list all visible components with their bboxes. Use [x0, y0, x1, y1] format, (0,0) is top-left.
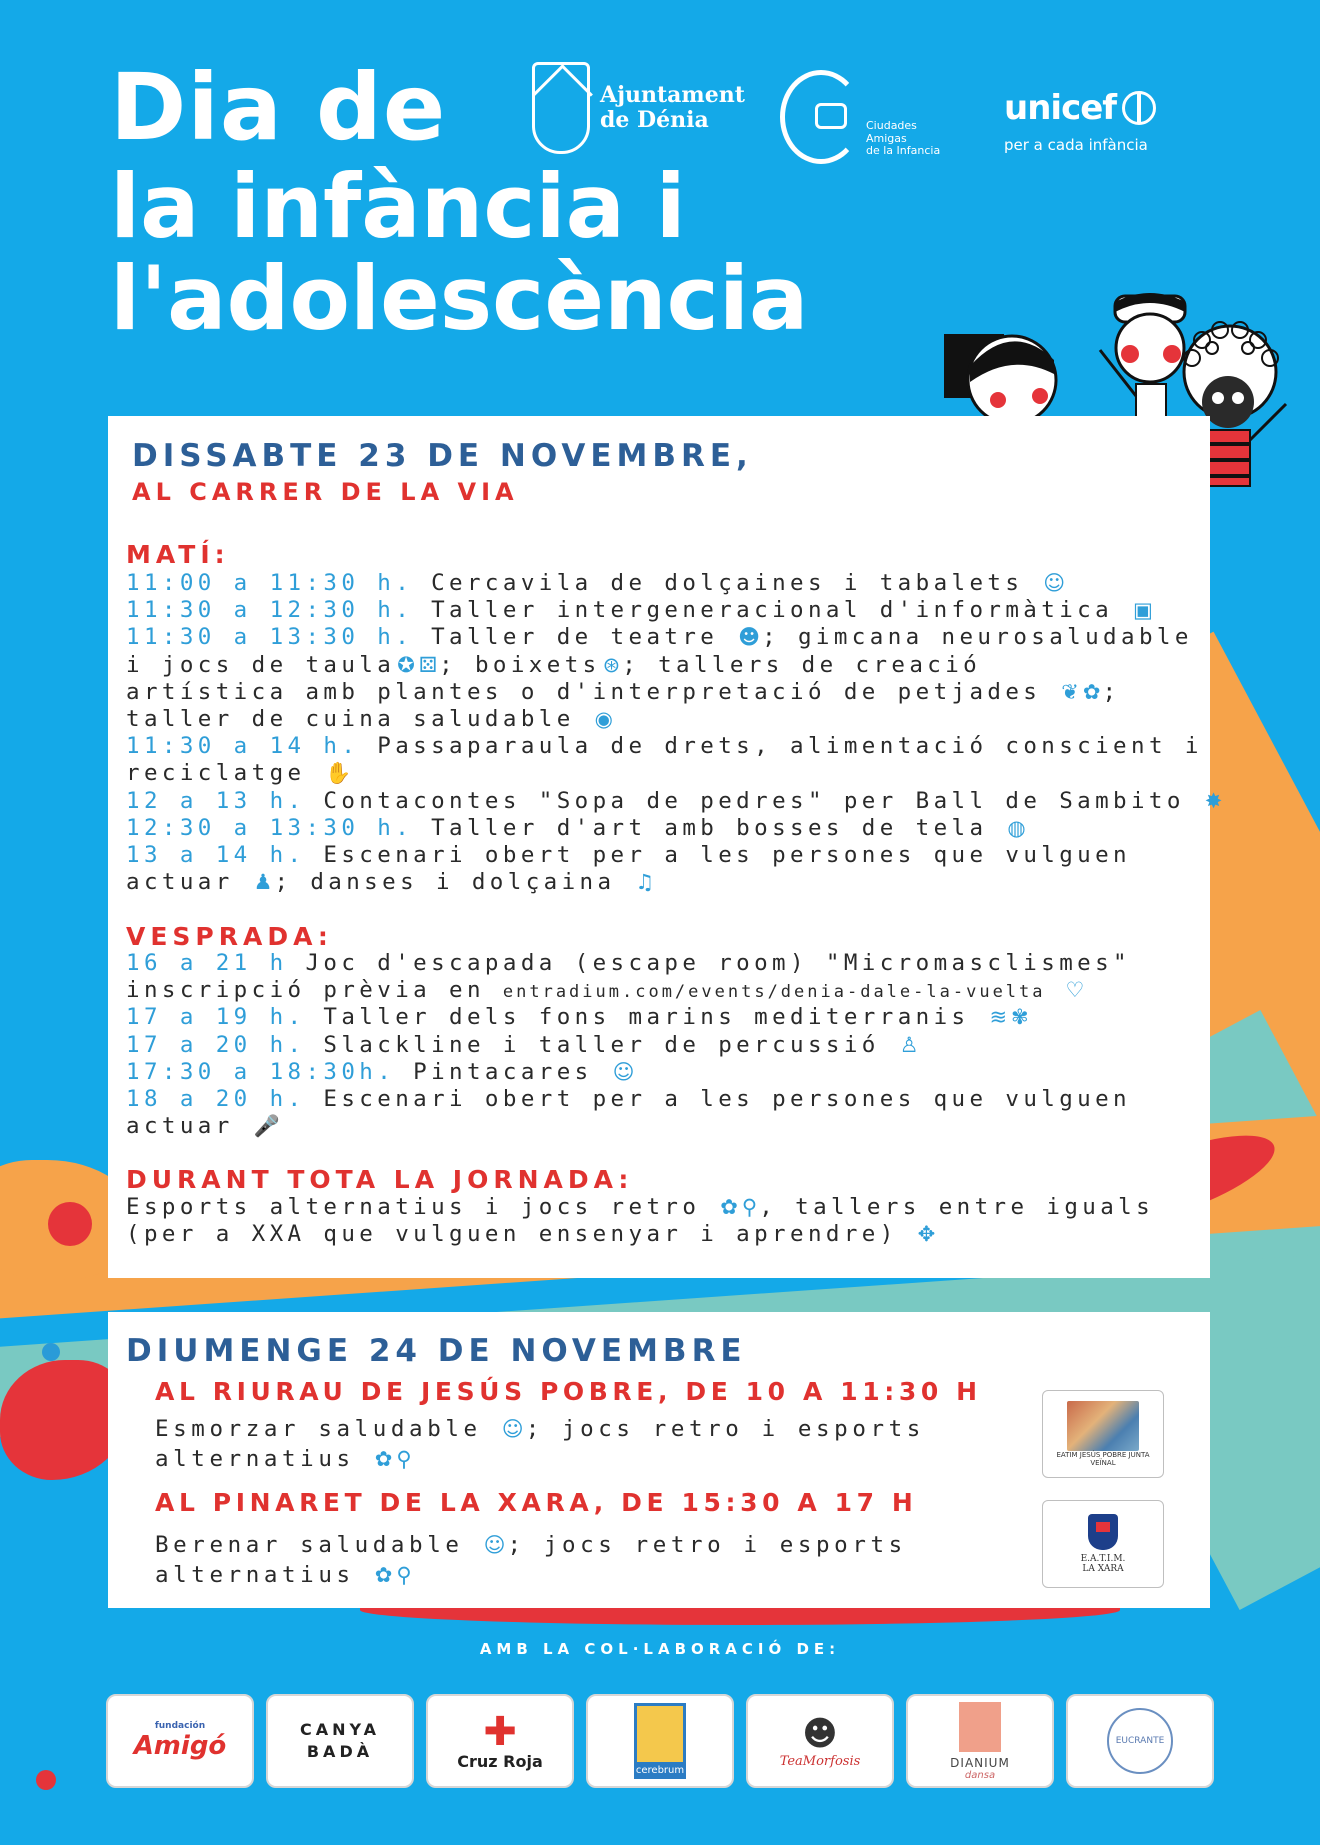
ciudades-c-icon	[780, 70, 862, 164]
bee-icon: ✿	[374, 1563, 393, 1587]
coat-of-arms-icon	[532, 62, 590, 154]
computer-icon: ▣	[1133, 598, 1153, 623]
eatim-jesus-pobre-logo	[1042, 1390, 1164, 1478]
schedule-line	[126, 652, 1206, 679]
fundacion-amigo-logo	[106, 1694, 254, 1788]
schedule-line	[126, 815, 1206, 842]
activity-text: alternatius	[155, 1562, 373, 1588]
ciudades-text-3: de la Infancia	[866, 144, 941, 158]
activity-text: Taller d'art amb bosses de tela	[413, 814, 1006, 841]
activity-text: Slackline i taller de percussió	[305, 1031, 898, 1058]
smiley-icon: ☺	[501, 1417, 524, 1441]
collaborator-logos	[106, 1694, 1214, 1788]
smiley-icon: ☺	[483, 1533, 506, 1557]
time-slot: 13 a 14 h.	[126, 841, 306, 868]
time-slot: 17 a 20 h.	[126, 1031, 306, 1058]
logo-text: TeaMorfosis	[779, 1753, 861, 1769]
time-slot: 11:00 a 11:30 h.	[126, 570, 414, 596]
logo-text: fundación	[154, 1721, 206, 1731]
sponsor-text: E.A.T.I.M.	[1080, 1554, 1126, 1564]
hand-icon: ✋	[325, 761, 352, 786]
activity-text: artística amb plantes o d'interpretació de petjades	[126, 678, 1042, 705]
schedule-line	[126, 570, 1206, 597]
teamorfosis-logo	[746, 1694, 894, 1788]
time-slot: 11:30 a 13:30 h.	[126, 624, 414, 651]
handshake-icon: ✥	[917, 1222, 936, 1247]
mati-heading: MATÍ:	[126, 540, 230, 569]
schedule-line	[126, 869, 1206, 896]
unicef-name: unicef	[1004, 88, 1117, 128]
activity-text: Escenari obert per a les persones que vulguen	[305, 841, 1131, 868]
activity-text: Joc d'escapada (escape room) "Micromasclismes"	[287, 950, 1131, 976]
logo-text: EUCRANTE	[1115, 1736, 1165, 1746]
ciudades-text-1: Ciudades	[866, 119, 917, 133]
schedule-line	[126, 733, 1206, 760]
music-score-icon: ♫	[635, 870, 655, 895]
time-slot: 12 a 13 h.	[126, 787, 306, 814]
activity-text: Taller de teatre	[413, 624, 737, 651]
schedule-line	[126, 787, 1223, 815]
activity-text: inscripció prèvia en	[126, 977, 503, 1004]
logo-text: DIANIUM	[950, 1755, 1010, 1770]
title-line-1: Dia de	[110, 54, 447, 161]
blue-dot-decoration	[42, 1343, 60, 1361]
splash-icon: ✸	[1204, 788, 1223, 813]
time-slot: 18 a 20 h.	[126, 1085, 306, 1112]
ajuntament-text-2: de Dénia	[600, 107, 709, 133]
jornada-schedule	[126, 1194, 1206, 1248]
activity-text: ;	[1102, 678, 1121, 705]
cerebrum-head-icon	[634, 1703, 686, 1779]
title-line-2: la infància i l'adolescència	[110, 154, 809, 350]
schedule-line	[155, 1530, 907, 1560]
wave-icon: ≋	[989, 1005, 1008, 1030]
activity-text: Contacontes "Sopa de pedres" per Ball de Sambito	[305, 787, 1203, 814]
registration-link[interactable]: entradium.com/events/denia-dale-la-vuelta	[502, 982, 1046, 1003]
schedule-line	[126, 706, 1206, 733]
activity-text: Escenari obert per a les persones que vulguen	[305, 1085, 1131, 1112]
activity-text: Cercavila de dolçaines i tabalets	[413, 570, 1042, 596]
activity-text: ; boixets	[439, 651, 601, 678]
activity-text: Passaparaula de drets, alimentació conscient i	[359, 733, 1203, 760]
cerebrum-logo	[586, 1694, 734, 1788]
activity-text: actuar	[126, 869, 252, 896]
ciudades-amigas-logo	[780, 70, 940, 164]
schedule-line	[126, 1221, 1206, 1248]
unicef-globe-icon	[1122, 91, 1156, 125]
activity-text: ; danses i dolçaina	[274, 869, 616, 896]
ciudades-text-2: Amigas	[866, 131, 907, 145]
slackline-walker-icon: ♙	[899, 1032, 919, 1057]
microphone-icon: 🎤	[253, 1114, 280, 1139]
dancer-icon	[959, 1702, 1001, 1752]
schedule-line	[126, 597, 1206, 624]
time-slot: 12:30 a 13:30 h.	[126, 814, 414, 841]
schedule-line	[126, 1194, 1206, 1221]
activity-text: Berenar saludable	[155, 1532, 482, 1558]
plant-icon: ❦	[1061, 679, 1079, 704]
schedule-line	[126, 1004, 1206, 1031]
small-red-dot-decoration	[36, 1770, 56, 1790]
performer-icon: ♟	[253, 870, 273, 895]
time-slot: 11:30 a 12:30 h.	[126, 597, 414, 624]
vesprada-schedule	[126, 950, 1206, 1140]
salad-bowl-icon: ◉	[594, 706, 613, 731]
sunday-activities-2	[155, 1530, 907, 1590]
time-slot: 17:30 a 18:30h.	[126, 1058, 396, 1085]
dice-icon: ⚄	[418, 652, 438, 677]
canya-bada-logo	[266, 1694, 414, 1788]
mask-icon: ☺	[1043, 571, 1066, 595]
red-dot-decoration	[48, 1202, 92, 1246]
saturday-date-heading: DISSABTE 23 DE NOVEMBRE,	[132, 438, 753, 474]
logo-text: CANYA	[300, 1719, 380, 1739]
schedule-line	[155, 1414, 925, 1444]
schedule-line	[155, 1560, 907, 1590]
logo-text: cerebrum	[635, 1765, 685, 1776]
logo-text: Amigó	[133, 1731, 227, 1761]
heart-icon: ♡	[1065, 978, 1085, 1003]
eatim-la-xara-logo	[1042, 1500, 1164, 1588]
activity-text: Esmorzar saludable	[155, 1416, 500, 1442]
activity-text: Taller intergeneracional d'informàtica	[413, 597, 1131, 624]
activity-text: alternatius	[155, 1446, 373, 1472]
schedule-line	[126, 950, 1206, 977]
schedule-line	[126, 1113, 1206, 1140]
paw-icon: ✿	[1082, 679, 1101, 704]
jornada-heading: DURANT TOTA LA JORNADA:	[126, 1165, 634, 1194]
sunday-place-2: AL PINARET DE LA XARA, DE 15:30 A 17 H	[155, 1488, 918, 1517]
schedule-line	[126, 977, 1206, 1004]
theatre-mask-icon: ☻	[738, 625, 761, 650]
fish-icon: ✾	[1011, 1005, 1029, 1030]
activity-text: reciclatge	[126, 760, 324, 787]
time-slot: 16 a 21 h	[126, 950, 288, 976]
schedule-line	[126, 624, 1206, 651]
activity-text: taller de cuina saludable	[126, 705, 575, 732]
activity-text: ; gimcana neurosaludable	[762, 624, 1193, 651]
theatre-masks-icon: ☻	[802, 1713, 838, 1754]
red-cross-icon: ✚	[483, 1708, 517, 1755]
fish-circle-icon	[1107, 1708, 1173, 1774]
schedule-line	[126, 1086, 1206, 1113]
activity-text: i jocs de taula	[126, 651, 396, 678]
bee-icon: ✿	[374, 1447, 393, 1471]
bottle-icon: ⚲	[396, 1447, 412, 1471]
unicef-logo	[1004, 88, 1156, 154]
brain-icon: ✪	[397, 652, 415, 677]
sunday-activities-1	[155, 1414, 925, 1474]
saturday-place-heading: AL CARRER DE LA VIA	[132, 478, 519, 506]
vesprada-heading: VESPRADA:	[126, 922, 333, 951]
riurau-image-icon	[1067, 1401, 1139, 1451]
collaboration-heading: AMB LA COL·LABORACIÓ DE:	[479, 1640, 841, 1658]
cat-face-icon: ☺	[612, 1059, 635, 1084]
activity-text: Esports alternatius i jocs retro	[126, 1194, 719, 1220]
sponsor-text: LA XARA	[1082, 1564, 1124, 1574]
palette-icon: ◍	[1007, 815, 1026, 840]
sunday-date-heading: DIUMENGE 24 DE NOVEMBRE	[126, 1333, 747, 1369]
activity-text: Taller dels fons marins mediterranis	[305, 1004, 988, 1031]
time-slot: 11:30 a 14 h.	[126, 733, 360, 760]
schedule-line	[126, 1059, 1206, 1086]
mati-schedule	[126, 570, 1223, 896]
activity-text: ; tallers de creació	[622, 651, 982, 678]
activity-text: ; jocs retro i esports	[525, 1416, 925, 1442]
bottle-icon: ⚲	[741, 1195, 758, 1219]
eucrante-logo	[1066, 1694, 1214, 1788]
la-xara-shield-icon	[1088, 1514, 1118, 1550]
logo-text: Cruz Roja	[457, 1751, 543, 1771]
dianium-dansa-logo	[906, 1694, 1054, 1788]
sponsor-text: EATIM JESÚS POBRE JUNTA VEÏNAL	[1056, 1451, 1150, 1467]
ajuntament-denia-logo	[532, 62, 745, 154]
activity-text: (per a XXA que vulguen ensenyar i aprendre)	[126, 1221, 916, 1248]
bee-icon: ✿	[720, 1195, 738, 1219]
activity-text: ; jocs retro i esports	[507, 1532, 907, 1558]
schedule-line	[126, 760, 1206, 787]
cruz-roja-logo	[426, 1694, 574, 1788]
schedule-line	[126, 679, 1206, 706]
schedule-line	[126, 1032, 1206, 1059]
logo-text: dansa	[964, 1769, 996, 1781]
sunday-place-1: AL RIURAU DE JESÚS POBRE, DE 10 A 11:30 H	[155, 1377, 982, 1406]
bottle-icon: ⚲	[396, 1563, 412, 1587]
time-slot: 17 a 19 h.	[126, 1004, 306, 1031]
bobbin-icon: ⊛	[602, 652, 621, 677]
activity-text: Pintacares	[395, 1058, 611, 1085]
schedule-line	[155, 1444, 925, 1474]
ajuntament-text-1: Ajuntament	[600, 81, 745, 108]
schedule-line	[126, 842, 1206, 869]
logo-text: BADÀ	[306, 1742, 374, 1761]
activity-text: , tallers entre iguals	[759, 1194, 1155, 1220]
unicef-tagline: per a cada infància	[1004, 136, 1148, 154]
activity-text: actuar	[126, 1113, 252, 1140]
